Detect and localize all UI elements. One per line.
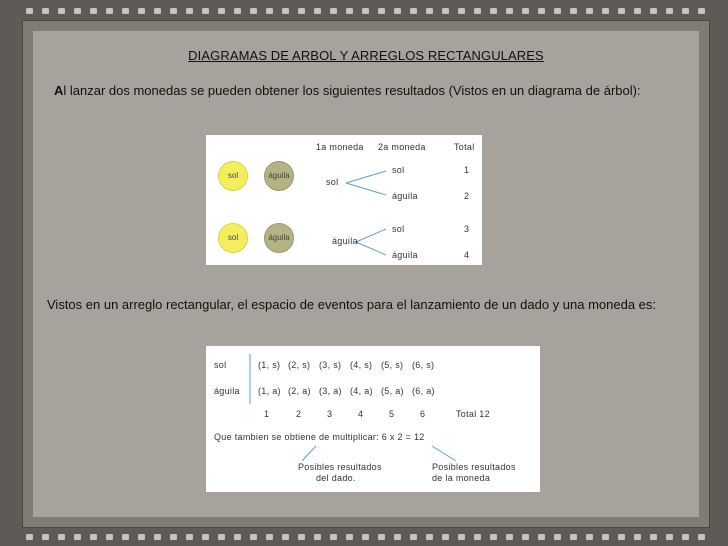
tree-second-sol-2: sol — [392, 224, 405, 234]
rect-formula: Que tambien se obtiene de multiplicar: 6 x 2 = 12 — [214, 432, 425, 442]
rect-cell: (1, a) — [258, 386, 281, 396]
rect-cell: (4, a) — [350, 386, 373, 396]
tree-first-aguila: águila — [332, 236, 358, 246]
rect-cell: (5, s) — [381, 360, 404, 370]
rect-cell: (3, a) — [319, 386, 342, 396]
tree-total-3: 3 — [464, 224, 470, 234]
tree-second-aguila-1: águila — [392, 191, 418, 201]
tree-total-1: 1 — [464, 165, 470, 175]
coin-label: águila — [268, 171, 290, 180]
rect-number: 1 — [264, 409, 270, 419]
rect-cell: (4, s) — [350, 360, 373, 370]
tree-total-2: 2 — [464, 191, 470, 201]
rect-row-label-sol: sol — [214, 360, 227, 370]
intro-first-letter: A — [54, 83, 64, 98]
page-title: DIAGRAMAS DE ARBOL Y ARREGLOS RECTANGULARES — [188, 48, 544, 63]
film-dots-top — [22, 6, 710, 16]
rect-number: 5 — [389, 409, 395, 419]
film-dots-bottom — [22, 532, 710, 542]
rect-number: 2 — [296, 409, 302, 419]
tree-header-second: 2a moneda — [378, 142, 426, 152]
rect-total: Total 12 — [456, 409, 490, 419]
tree-header-first: 1a moneda — [316, 142, 364, 152]
coin-label: sol — [227, 171, 239, 180]
slide-content — [33, 31, 699, 517]
intro-text: l lanzar dos monedas se pueden obtener los siguientes resultados (Vistos en un diagrama de árbol): — [63, 83, 641, 98]
rect-number: 4 — [358, 409, 364, 419]
rect-paragraph: Vistos en un arreglo rectangular, el espacio de eventos para el lanzamiento de un dado y una moneda es: — [47, 297, 657, 312]
rect-arrangement — [206, 346, 540, 492]
note-moneda-1: Posibles resultados — [432, 462, 516, 472]
rect-cell: (3, s) — [319, 360, 342, 370]
rect-cell: (6, s) — [412, 360, 435, 370]
note-dado-2: del dado. — [316, 473, 356, 483]
tree-total-4: 4 — [464, 250, 470, 260]
rect-number: 3 — [327, 409, 333, 419]
coin-label: águila — [268, 233, 290, 242]
rect-cell: (2, s) — [288, 360, 311, 370]
tree-second-aguila-2: águila — [392, 250, 418, 260]
tree-diagram — [206, 135, 482, 265]
intro-paragraph — [54, 82, 674, 99]
coin-label: sol — [227, 233, 239, 242]
note-moneda-2: de la moneda — [432, 473, 491, 483]
rect-row-label-aguila: águila — [214, 386, 240, 396]
tree-first-sol: sol — [326, 177, 339, 187]
note-dado-1: Posibles resultados — [298, 462, 382, 472]
rect-cell: (2, a) — [288, 386, 311, 396]
rect-number: 6 — [420, 409, 426, 419]
tree-header-total: Total — [454, 142, 475, 152]
rect-cell: (1, s) — [258, 360, 281, 370]
rect-cell: (6, a) — [412, 386, 435, 396]
tree-second-sol-1: sol — [392, 165, 405, 175]
rect-cell: (5, a) — [381, 386, 404, 396]
